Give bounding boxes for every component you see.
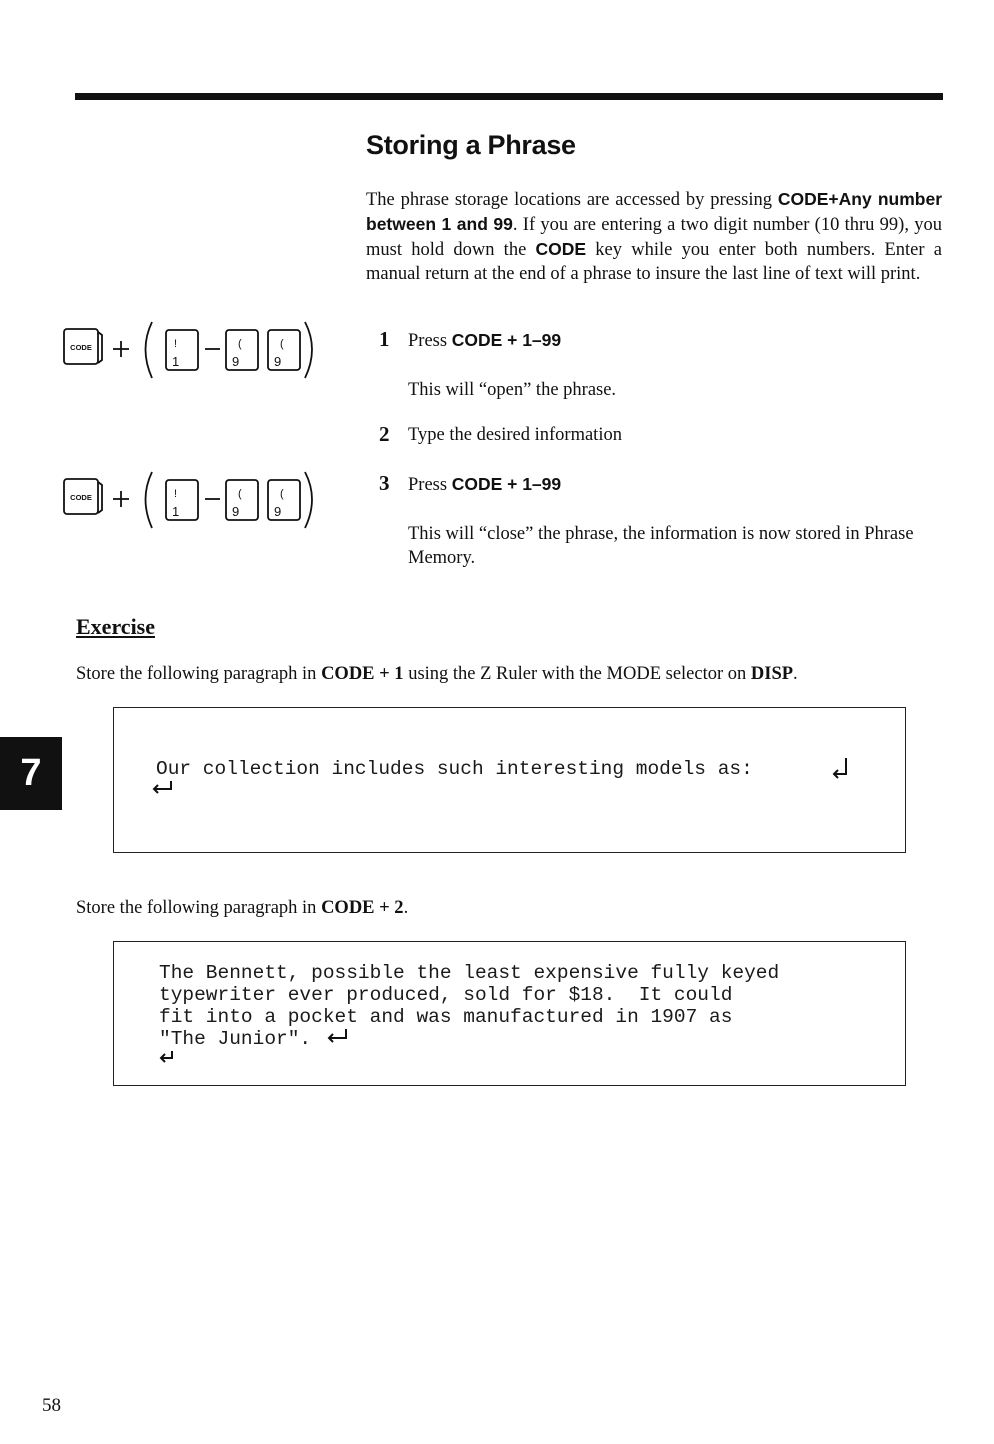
- step-number: 2: [379, 422, 390, 446]
- svg-text:CODE: CODE: [70, 343, 92, 352]
- section-title: Storing a Phrase: [366, 130, 576, 160]
- step-text: Type the desired information: [408, 425, 622, 445]
- sample-text: Our collection includes such interesting models as:: [156, 758, 753, 780]
- exercise-instruction: Store the following paragraph in CODE + 1 using the Z Ruler with the MODE selector on DISP.: [76, 664, 798, 684]
- sample-text-box: [113, 941, 906, 1086]
- svg-text:(: (: [238, 338, 242, 350]
- sample-text-line: "The Junior".: [159, 1028, 312, 1050]
- return-arrow-icon: [830, 756, 852, 780]
- exercise-heading: Exercise: [76, 614, 156, 639]
- svg-text:9: 9: [232, 354, 240, 369]
- top-rule: [75, 93, 943, 100]
- step-number: 3: [379, 471, 390, 495]
- svg-text:1: 1: [172, 354, 180, 369]
- svg-text:9: 9: [232, 504, 240, 519]
- exercise-instruction: Store the following paragraph in CODE + 2.: [76, 898, 409, 918]
- sample-text-line: fit into a pocket and was manufactured in 1907 as: [159, 1006, 733, 1028]
- sample-text-line: typewriter ever produced, sold for $18. It could: [159, 984, 733, 1006]
- return-arrow-icon: [151, 780, 175, 794]
- return-arrow-icon: [159, 1050, 175, 1064]
- svg-text:(: (: [280, 488, 284, 500]
- keyboard-keys-icon: [62, 318, 332, 388]
- svg-text:(: (: [280, 338, 284, 350]
- key-diagram-open: [62, 318, 332, 388]
- intro-paragraph: The phrase storage locations are accessed by pressing CODE+Any number between 1 and 99. If you are entering a two digit number (10 thru 99), you must hold down the CODE key while you enter both numbers. Enter a manual return at the end of a phrase to insure the last line of text will print.: [366, 189, 943, 284]
- sample-text-line: The Bennett, possible the least expensive fully keyed: [159, 962, 780, 984]
- svg-text:!: !: [174, 488, 178, 500]
- key-diagram-close: [62, 466, 332, 536]
- svg-text:9: 9: [274, 354, 282, 369]
- svg-text:CODE: CODE: [70, 493, 92, 502]
- svg-text:(: (: [238, 488, 242, 500]
- chapter-tab: 7: [0, 737, 62, 810]
- return-arrow-icon: [326, 1028, 350, 1044]
- svg-text:!: !: [174, 338, 178, 350]
- svg-text:9: 9: [274, 504, 282, 519]
- sample-text-box: [113, 707, 906, 853]
- step-text: Press CODE + 1–99: [408, 330, 562, 351]
- step-note: This will “close” the phrase, the information is now stored in Phrase Memory.: [408, 524, 914, 568]
- step-note: This will “open” the phrase.: [408, 380, 617, 400]
- step-text: Press CODE + 1–99: [408, 474, 562, 495]
- keyboard-keys-icon: [62, 466, 332, 536]
- svg-text:1: 1: [172, 504, 180, 519]
- page-number: 58: [42, 1395, 61, 1416]
- step-number: 1: [379, 327, 390, 351]
